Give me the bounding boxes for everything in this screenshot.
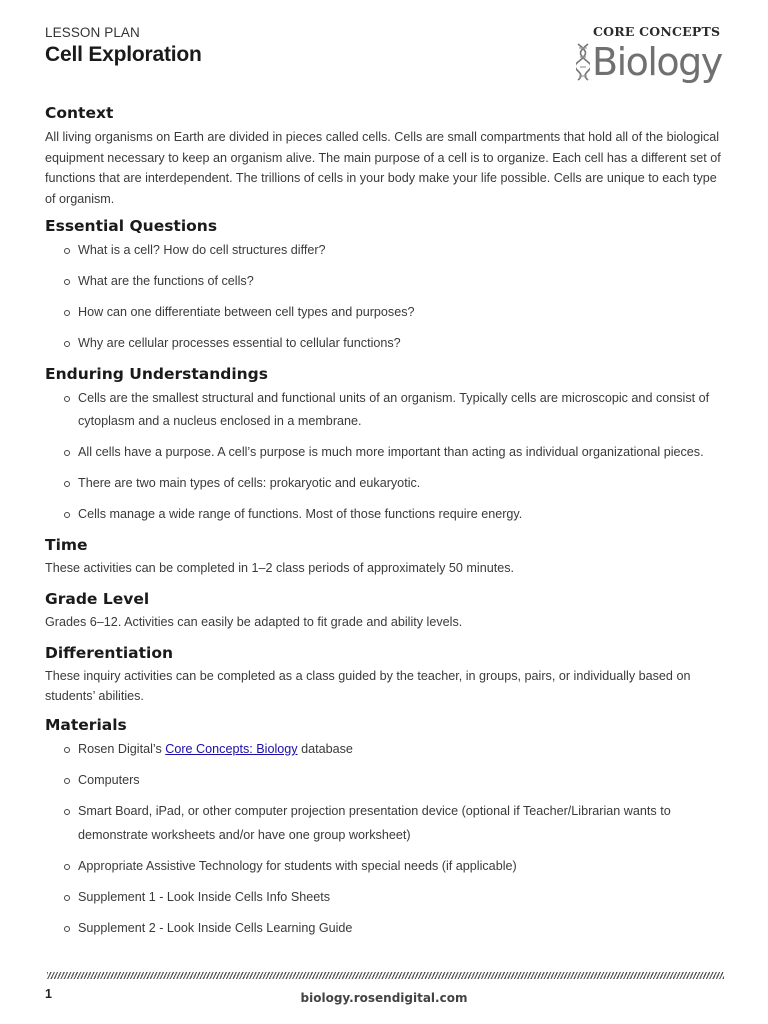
list-item: Supplement 2 - Look Inside Cells Learning Guide — [45, 917, 725, 941]
list-item: What is a cell? How do cell structures differ? — [45, 239, 725, 263]
list-item: What are the functions of cells? — [45, 270, 725, 294]
list-item: Computers — [45, 769, 725, 793]
grade-level-section — [45, 588, 725, 633]
list-item: Appropriate Assistive Technology for students with special needs (if applicable) — [45, 855, 725, 879]
time-heading: Time — [45, 536, 88, 555]
bullet-circle-icon — [64, 396, 70, 402]
dna-icon — [576, 42, 590, 82]
bullet-circle-icon — [64, 279, 70, 285]
list-item: All cells have a purpose. A cell’s purpose is much more important than acting as individual organizational pieces. — [45, 441, 725, 465]
list-item: Cells manage a wide range of functions. Most of those functions require energy. — [45, 503, 725, 527]
materials-section — [45, 714, 725, 940]
core-concepts-biology-logo — [576, 24, 726, 94]
essential-questions-list — [45, 239, 725, 356]
grade-level-paragraph: Grades 6–12. Activities can easily be adapted to fit grade and ability levels. — [45, 615, 463, 630]
essential-questions-section — [45, 215, 725, 356]
bullet-circle-icon — [64, 747, 70, 753]
context-heading: Context — [45, 104, 114, 122]
grade-level-heading: Grade Level — [45, 590, 150, 609]
list-item: Supplement 1 - Look Inside Cells Info Sheets — [45, 886, 725, 910]
bullet-circle-icon — [64, 778, 70, 784]
enduring-understandings-heading: Enduring Understandings — [45, 364, 269, 383]
context-section — [45, 102, 725, 210]
core-concepts-biology-link[interactable]: Core Concepts: Biology — [165, 742, 298, 757]
bullet-circle-icon — [64, 895, 70, 901]
context-paragraph: All living organisms on Earth are divided in pieces called cells. Cells are small compartments that hold all of the biological equipment necessary to keep an organism alive. The main purpose of a cell is to organize. Each cell has a different set of functions that are interdependent. The trillions of cells in your body make your life possible. Cells are unique to each type of organism. — [45, 130, 721, 207]
materials-list — [45, 738, 725, 940]
list-item: There are two main types of cells: prokaryotic and eukaryotic. — [45, 472, 725, 496]
logo-top-text: CORE CONCEPTS — [593, 24, 721, 39]
time-section — [45, 534, 725, 579]
enduring-understandings-section — [45, 363, 725, 527]
lesson-header — [45, 25, 202, 68]
bullet-circle-icon — [64, 248, 70, 254]
list-item: Cells are the smallest structural and functional units of an organism. Typically cells are microscopic and consist of cytoplasm and a nucleus enclosed in a membrane. — [45, 387, 725, 434]
differentiation-paragraph: These inquiry activities can be completed as a class guided by the teacher, in groups, pairs, or individually based on students’ abilities. — [45, 668, 691, 704]
bullet-circle-icon — [64, 864, 70, 870]
list-item: Rosen Digital’s Core Concepts: Biology database — [45, 738, 725, 762]
lesson-plan-label: LESSON PLAN — [45, 25, 140, 40]
essential-questions-heading: Essential Questions — [45, 216, 218, 235]
lesson-content — [45, 102, 725, 948]
logo-main-text: Biology — [592, 40, 722, 84]
list-item: Smart Board, iPad, or other computer projection presentation device (optional if Teacher/Librarian wants to demonstrate worksheets and/or have one group worksheet) — [45, 800, 725, 847]
materials-heading: Materials — [45, 716, 127, 735]
differentiation-section — [45, 642, 725, 707]
time-paragraph: These activities can be completed in 1–2 class periods of approximately 50 minutes. — [45, 561, 515, 576]
bullet-circle-icon — [64, 809, 70, 815]
differentiation-heading: Differentiation — [45, 643, 174, 662]
list-item: How can one differentiate between cell types and purposes? — [45, 301, 725, 325]
enduring-understandings-list — [45, 387, 725, 527]
list-item: Why are cellular processes essential to cellular functions? — [45, 332, 725, 356]
bullet-circle-icon — [64, 926, 70, 932]
bullet-circle-icon — [64, 481, 70, 487]
bullet-circle-icon — [64, 341, 70, 347]
page-number: 1 — [45, 987, 52, 1001]
bullet-circle-icon — [64, 512, 70, 518]
bullet-circle-icon — [64, 310, 70, 316]
footer-url: biology.rosendigital.com — [300, 991, 468, 1005]
page-title: Cell Exploration — [45, 43, 202, 66]
bullet-circle-icon — [64, 450, 70, 456]
footer-divider — [47, 972, 724, 979]
